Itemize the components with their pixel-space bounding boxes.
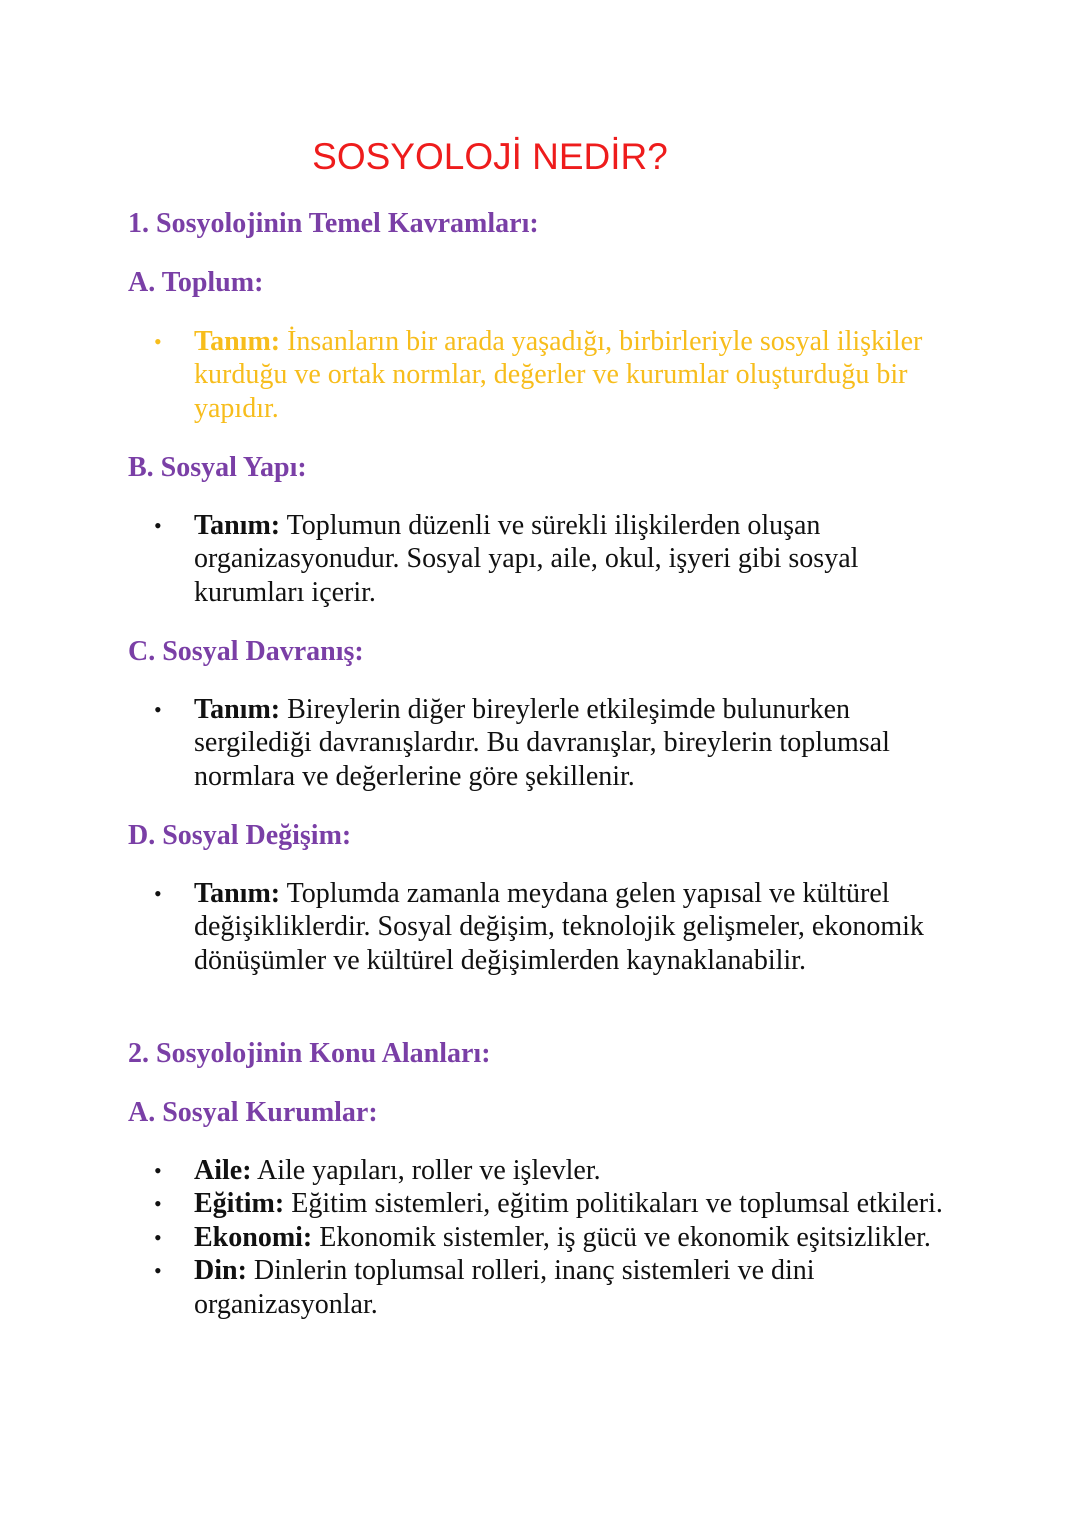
list-item	[128, 1254, 948, 1321]
item-text: Eğitim sistemleri, eğitim politikaları ve toplumsal etkileri.	[284, 1188, 943, 1220]
sosyal-kurumlar-heading: A. Sosyal Kurumlar:	[128, 1097, 378, 1128]
term-label: Tanım:	[194, 510, 281, 541]
list-item	[128, 1187, 948, 1220]
definition-text: İnsanların bir arada yaşadığı, birbirleriyle sosyal ilişkiler kurduğu ve ortak normlar, değerler ve kurumlar oluşturduğu bir yapıdır.	[194, 326, 923, 424]
term-label: Tanım:	[194, 326, 281, 357]
sosyal-yapi-list	[128, 509, 948, 609]
sosyal-degisim-list	[128, 877, 948, 977]
section-2-heading: 2. Sosyolojinin Konu Alanları:	[128, 1038, 491, 1069]
term-label: Tanım:	[194, 878, 281, 909]
definition-text: Bireylerin diğer bireylerle etkileşimde bulunurken sergilediği davranışlardır. Bu davranışlar, bireylerin toplumsal normlara ve değerlerine göre şekillenir.	[194, 694, 890, 792]
term-label: Tanım:	[194, 694, 281, 725]
list-item	[128, 509, 948, 609]
list-item	[128, 1221, 948, 1254]
term-label: Aile:	[194, 1155, 252, 1186]
list-item	[128, 877, 948, 977]
sosyal-kurumlar-list	[128, 1154, 948, 1321]
toplum-heading: A. Toplum:	[128, 267, 264, 298]
page-title: SOSYOLOJİ NEDİR?	[312, 136, 668, 177]
list-item	[128, 693, 948, 793]
list-item	[128, 1154, 948, 1187]
sosyal-davranis-heading: C. Sosyal Davranış:	[128, 636, 364, 667]
term-label: Ekonomi:	[194, 1221, 313, 1253]
toplum-list	[128, 325, 948, 425]
sosyal-yapi-heading: B. Sosyal Yapı:	[128, 452, 307, 483]
definition-text: Toplumun düzenli ve sürekli ilişkilerden oluşan organizasyonudur. Sosyal yapı, aile, okul, işyeri gibi sosyal kurumları içerir.	[194, 510, 859, 608]
item-text: Aile yapıları, roller ve işlevler.	[251, 1155, 601, 1186]
definition-text: Toplumda zamanla meydana gelen yapısal ve kültürel değişikliklerdir. Sosyal değişim, teknolojik gelişmeler, ekonomik dönüşümler ve kültürel değişimlerden kaynaklanabilir.	[194, 878, 924, 976]
section-1-heading: 1. Sosyolojinin Temel Kavramları:	[128, 208, 539, 239]
term-label: Eğitim:	[194, 1188, 285, 1220]
list-item	[128, 325, 948, 425]
sosyal-degisim-heading: D. Sosyal Değişim:	[128, 820, 352, 851]
term-label: Din:	[194, 1255, 247, 1287]
sosyal-davranis-list	[128, 693, 948, 793]
item-text: Ekonomik sistemler, iş gücü ve ekonomik eşitsizlikler.	[312, 1221, 931, 1253]
item-text: Dinlerin toplumsal rolleri, inanç sistemleri ve dini organizasyonlar.	[194, 1255, 815, 1320]
